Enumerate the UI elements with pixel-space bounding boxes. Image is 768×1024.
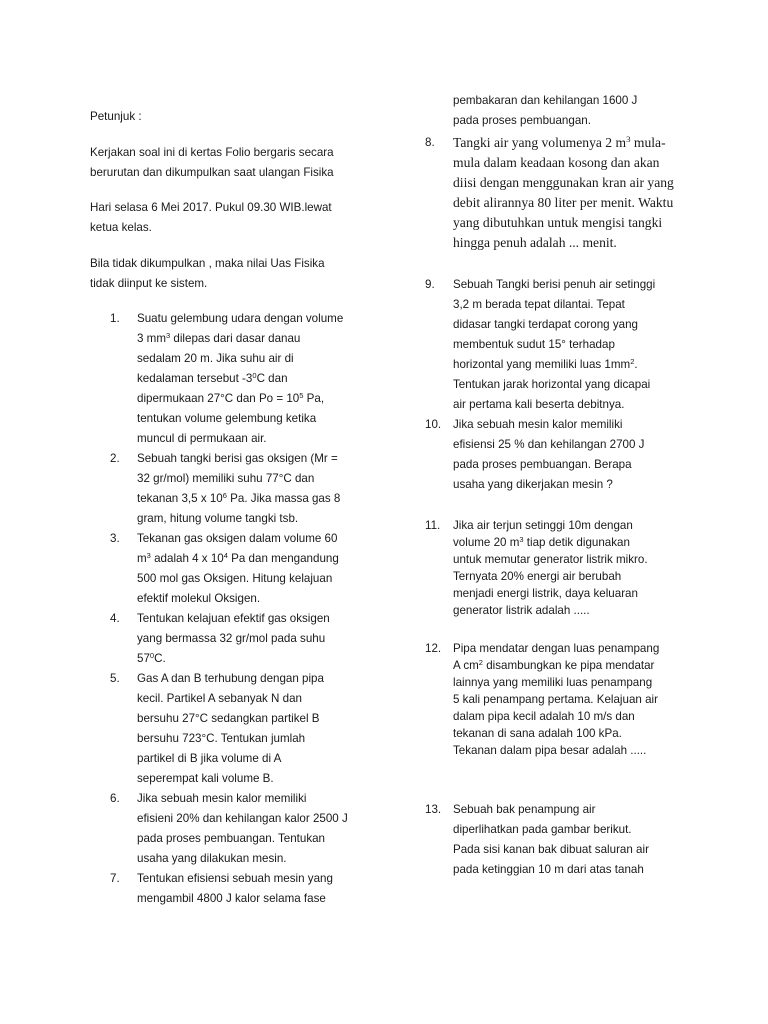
question-11: [425, 517, 680, 619]
question-text: Tekanan gas oksigen dalam volume 60 $m^3$ adalah 4 x $10^4$ Pa dan mengandung 500 mol gas Oksigen. Hitung kelajuan efektif molekul Oksigen.: [137, 532, 339, 605]
question-text: Suatu gelembung udara dengan volume 3 $mm^3$ dilepas dari dasar danau sedalam 20 m. Jika suhu air di kedalaman tersebut $-3^0C$ dan dipermukaan 27°C dan $Po = 10^5$ Pa, tentukan volume gelembung ketika muncul di permukaan air.: [137, 312, 344, 445]
question-text: Sebuah Tangki berisi penuh air setinggi 3,2 m berada tepat dilantai. Tepat didasar tangki terdapat corong yang membentuk sudut 15° terhadap horizontal yang memiliki luas $1mm^2$. Tentukan jarak horizontal yang dicapai air pertama kali beserta debitnya.: [453, 278, 656, 411]
question-2: [110, 449, 370, 529]
question-text: Sebuah tangki berisi gas oksigen (Mr = 32 gr/mol) memiliki suhu 77°C dan tekanan 3,5 x $10^6$ Pa. Jika massa gas 8 gram, hitung volume tangki tsb.: [137, 452, 341, 525]
question-text: Gas A dan B terhubung dengan pipa kecil. Partikel A sebanyak N dan bersuhu 27°C sedangkan partikel B bersuhu 723°C. Tentukan jumlah partikel di B jika volume di A seperempat kali volume B.: [137, 672, 324, 785]
question-number: 10.: [425, 418, 442, 431]
question-number: 2.: [110, 452, 120, 465]
question-number: 6.: [110, 792, 120, 805]
question-text: Tentukan kelajuan efektif gas oksigen yang bermassa 32 gr/mol pada suhu $57^0C$.: [137, 612, 330, 665]
question-4: [110, 609, 370, 669]
instruction-paper: Kerjakan soal ini di kertas Folio bergaris secara berurutan dan dikumpulkan saat ulangan Fisika: [90, 146, 334, 179]
question-7: [110, 869, 370, 909]
question-9: [425, 275, 680, 415]
question-text: Sebuah bak penampung air diperlihatkan pada gambar berikut. Pada sisi kanan bak dibuat saluran air pada ketinggian 10 m dari atas tanah: [453, 803, 649, 876]
question-number: 8.: [425, 136, 435, 149]
question-12: [425, 640, 680, 759]
question-text: Jika sebuah mesin kalor memiliki efisiensi 25 % dan kehilangan 2700 J pada proses pembuangan. Berapa usaha yang dikerjakan mesin ?: [453, 418, 645, 491]
question-text: Jika air terjun setinggi 10m dengan volume 20 $m^3$ tiap detik digunakan untuk memutar generator listrik mikro. Ternyata 20% energi air berubah menjadi energi listrik, daya keluaran generator listrik adalah .....: [453, 519, 648, 617]
question-text: Jika sebuah mesin kalor memiliki efisieni 20% dan kehilangan kalor 2500 J pada proses pembuangan. Tentukan usaha yang dilakukan mesin.: [137, 792, 348, 865]
question-number: 4.: [110, 612, 120, 625]
question-8: [425, 133, 680, 253]
question-1: [110, 309, 370, 449]
question-number: 1.: [110, 312, 120, 325]
question-text: Tentukan efisiensi sebuah mesin yang mengambil 4800 J kalor selama fase: [137, 872, 333, 905]
question-number: 12.: [425, 642, 442, 655]
question-text: pembakaran dan kehilangan 1600 J pada proses pembuangan.: [453, 94, 638, 127]
question-number: 7.: [110, 872, 120, 885]
question-number: 5.: [110, 672, 120, 685]
question-text: Tangki air yang volumenya 2 $m^3$ mula- mula dalam keadaan kosong dan akan diisi dengan menggunakan kran air yang debit alirannya 80 liter per menit. Waktu yang dibutuhkan untuk mengisi tangki hingga penuh adalah ... menit.: [453, 134, 674, 250]
instruction-penalty: Bila tidak dikumpulkan , maka nilai Uas Fisika tidak diinput ke sistem.: [90, 257, 325, 290]
question-13: [425, 800, 680, 880]
question-number: 3.: [110, 532, 120, 545]
question-number: 9.: [425, 278, 435, 291]
question-5: [110, 669, 370, 789]
question-number: 13.: [425, 803, 442, 816]
question-number: 11.: [425, 519, 441, 532]
question-7-continued: [425, 91, 680, 131]
question-3: [110, 529, 370, 609]
question-10: [425, 415, 680, 495]
instructions-heading: Petunjuk :: [90, 110, 142, 123]
instruction-schedule: Hari selasa 6 Mei 2017. Pukul 09.30 WIB.lewat ketua kelas.: [90, 201, 332, 234]
question-text: Pipa mendatar dengan luas penampang A $cm^2$ disambungkan ke pipa mendatar lainnya yang memiliki luas penampang 5 kali penampang pertama. Kelajuan air dalam pipa kecil adalah 10 m/s dan tekanan di sana adalah 100 kPa. Tekanan dalam pipa besar adalah .....: [453, 642, 660, 757]
question-6: [110, 789, 370, 869]
